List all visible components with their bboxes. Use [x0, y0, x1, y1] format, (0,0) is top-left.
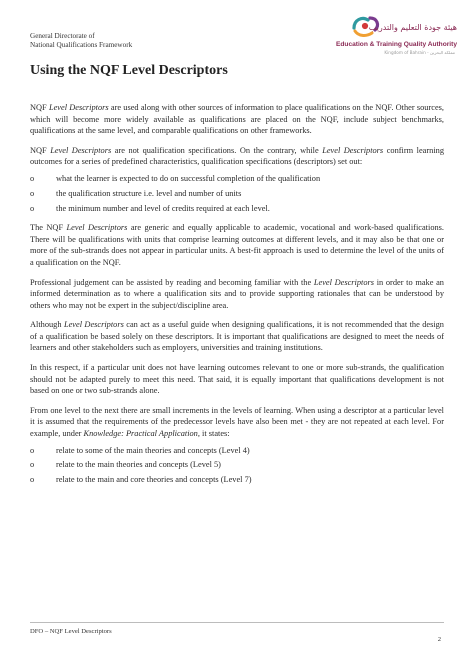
body-paragraph: [30, 145, 444, 168]
body-paragraph: [30, 319, 444, 354]
body-paragraph: [30, 222, 444, 268]
paragraph-text: are not qualification specifications. On the contrary, while: [111, 145, 323, 155]
list-item-text: relate to some of the main theories and concepts (Level 4): [56, 445, 250, 455]
paragraph-text: are generic and equally applicable to academic, vocational and work-based qualifications. There will be qualifications with units that comprise learning outcomes at different levels, and it may also be that one or more of the sub-strands does not appear in particular units. A best-fit approach is used to determine the level of the units of a qualification on the NQF.: [30, 223, 444, 267]
bullet-icon: o: [30, 173, 35, 183]
paragraph-text: can act as a useful guide when designing qualifications, it is not recommended that the design of a qualification be based solely on these descriptors. It is important that qualifications are designed to meet the needs of learners and other stakeholders such as employers, universities and training institutions.: [30, 320, 444, 353]
list-item-text: what the learner is expected to do on successful completion of the qualification: [56, 173, 321, 183]
header-org-line-2: National Qualifications Framework: [30, 40, 133, 49]
list-item-text: relate to the main and core theories and concepts (Level 7): [56, 475, 252, 485]
paragraph-text: are used along with other sources of information to place qualifications on the NQF. Other sources, which will become more widely available as qualifications are placed on the NQF, include subject benchmarks, qualifications at the same level, and comparable qualifications on other frameworks.: [30, 103, 444, 136]
italic-term: Level Descriptors: [50, 145, 112, 155]
paragraph-text: , it states:: [197, 429, 230, 439]
body-paragraph: [30, 362, 444, 397]
bullet-list: [30, 173, 444, 214]
paragraph-text: The NQF: [30, 223, 67, 233]
paragraph-text: From one level to the next there are small increments in the levels of learning. When using a descriptor at a particular level it is assumed that the requirements of the predecessor levels have also been met - they are not repeated at each level. For example, under: [30, 405, 444, 439]
paragraph-text: In this respect, if a particular unit does not have learning outcomes relevant to one or more sub-strands, the qualification should not be adapted purely to meet this need. That said, it is equally important that qualifications development is not based on one or two sub-strands alone.: [30, 363, 444, 396]
authority-logo: [282, 12, 457, 58]
list-item-text: the minimum number and level of credits required at each level.: [56, 203, 270, 213]
body-paragraph: [30, 405, 444, 440]
list-item-text: relate to the main theories and concepts (Level 5): [56, 460, 221, 470]
italic-term: Level Descriptors: [313, 277, 375, 287]
bullet-list: [30, 445, 444, 486]
header-organization: [30, 32, 132, 49]
italic-term: Level Descriptors: [322, 145, 384, 155]
body-paragraph: [30, 277, 444, 312]
paragraph-text: NQF: [30, 145, 51, 155]
list-item: [30, 188, 444, 200]
document-body: [30, 102, 444, 494]
italic-term: Level Descriptors: [66, 223, 128, 233]
list-item-text: the qualification structure i.e. level and number of units: [56, 188, 242, 198]
logo-english-name: Education & Training Quality Authority: [335, 41, 457, 48]
bullet-icon: o: [30, 445, 35, 455]
list-item: [30, 173, 444, 185]
page-title: Using the NQF Level Descriptors: [30, 63, 228, 78]
page-number: 2: [437, 636, 441, 643]
list-item: [30, 445, 444, 457]
paragraph-text: NQF: [30, 103, 49, 112]
paragraph-text: in order to make an informed determination as to where a qualification sits and to provide supporting rationales that can be understood by others who may not be expert in the subject/discipline area.: [30, 277, 444, 310]
paragraph-text: confirm learning outcomes for a series of predefined characteristics, qualification specifications (descriptors) set out:: [30, 145, 444, 167]
list-item: [30, 474, 444, 486]
logo-subtitle: مملكة البحرين - Kingdom of Bahrain: [384, 50, 455, 55]
list-item: [30, 459, 444, 471]
list-item: [30, 203, 444, 215]
italic-term: Level Descriptors: [48, 103, 109, 112]
italic-term: Level Descriptors: [63, 320, 124, 330]
bullet-icon: o: [30, 203, 35, 213]
paragraph-text: Although: [30, 320, 64, 330]
italic-term: Knowledge: Practical Application: [83, 429, 198, 439]
bullet-icon: o: [30, 475, 35, 485]
footer-divider: [30, 622, 444, 623]
paragraph-text: Professional judgement can be assisted by reading and becoming familiar with the: [30, 277, 314, 287]
bullet-icon: o: [30, 188, 35, 198]
header-org-line-1: General Directorate of: [30, 32, 95, 40]
footer-document-name: DFO – NQF Level Descriptors: [30, 628, 112, 635]
bullet-icon: o: [30, 460, 35, 470]
logo-arabic-name: هيئة جودة التعليم والتدريب: [368, 23, 457, 32]
body-paragraph: [30, 102, 444, 137]
